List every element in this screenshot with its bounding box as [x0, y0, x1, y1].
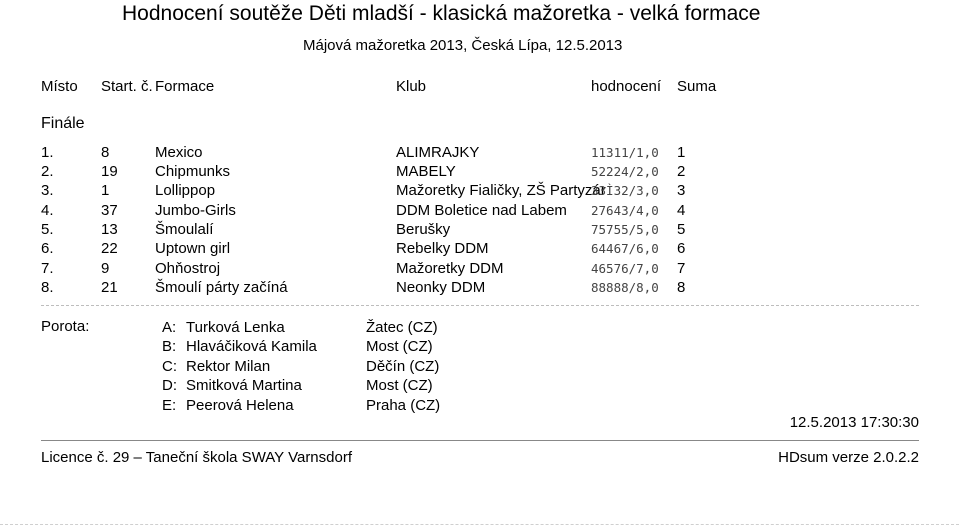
- row-klub: DDM Boletice nad Labem: [396, 202, 567, 219]
- software-version: HDsum verze 2.0.2.2: [778, 449, 919, 466]
- page-edge-divider: [0, 524, 959, 525]
- jury-member: [0, 376, 959, 396]
- header-suma: Suma: [677, 78, 717, 95]
- row-suma: 5: [677, 221, 686, 238]
- judge-name: Peerová Helena: [186, 397, 294, 414]
- row-position: 8.: [41, 279, 54, 296]
- row-klub: ALIMRAJKY: [396, 144, 480, 161]
- table-row: [0, 278, 959, 298]
- print-timestamp: 12.5.2013 17:30:30: [789, 414, 919, 431]
- row-klub: Mažoretky DDM: [396, 260, 504, 277]
- row-start-number: 13: [101, 221, 118, 238]
- judge-letter: D:: [162, 377, 177, 394]
- row-position: 5.: [41, 221, 54, 238]
- judge-city: Most (CZ): [366, 338, 433, 355]
- table-row: [0, 239, 959, 259]
- row-formace: Šmoulalí: [155, 221, 214, 238]
- header-klub: Klub: [396, 78, 427, 95]
- row-suma: 1: [677, 144, 686, 161]
- row-formace: Šmoulí párty začíná: [155, 279, 288, 296]
- header-formace: Formace: [155, 78, 215, 95]
- table-row: [0, 181, 959, 201]
- row-formace: Uptown girl: [155, 240, 231, 257]
- row-klub: Mažoretky Fialičky, ZŠ Partyzár: [396, 182, 606, 199]
- row-hodnoceni: 52224/2,0: [591, 164, 659, 179]
- header-misto: Místo: [41, 78, 78, 95]
- row-start-number: 9: [101, 260, 110, 277]
- row-klub: Rebelky DDM: [396, 240, 489, 257]
- table-row: [0, 143, 959, 163]
- table-row: [0, 162, 959, 182]
- row-position: 7.: [41, 260, 54, 277]
- row-formace: Ohňostroj: [155, 260, 221, 277]
- row-position: 1.: [41, 144, 54, 161]
- jury-member: [0, 318, 959, 338]
- jury-label: Porota:: [41, 318, 90, 335]
- row-formace: Mexico: [155, 144, 203, 161]
- row-klub: MABELY: [396, 163, 456, 180]
- row-hodnoceni: 27643/4,0: [591, 203, 659, 218]
- judge-name: Rektor Milan: [186, 358, 271, 375]
- row-klub: Neonky DDM: [396, 279, 486, 296]
- table-row: [0, 259, 959, 279]
- page-title: Hodnocení soutěže Děti mladší - klasická mažoretka - velká formace: [122, 2, 761, 25]
- row-hodnoceni: 46576/7,0: [591, 261, 659, 276]
- section-divider: [41, 305, 919, 306]
- jury-member: [0, 337, 959, 357]
- judge-city: Žatec (CZ): [366, 319, 438, 336]
- section-title: Finále: [41, 115, 85, 132]
- judge-city: Most (CZ): [366, 377, 433, 394]
- judge-city: Praha (CZ): [366, 397, 441, 414]
- row-position: 4.: [41, 202, 54, 219]
- row-start-number: 22: [101, 240, 118, 257]
- row-suma: 8: [677, 279, 686, 296]
- row-klub: Berušky: [396, 221, 451, 238]
- row-position: 2.: [41, 163, 54, 180]
- header-start-number: Start. č.: [101, 78, 153, 95]
- row-hodnoceni: 11311/1,0: [591, 145, 659, 160]
- row-hodnoceni: 64467/6,0: [591, 241, 659, 256]
- judge-letter: B:: [162, 338, 177, 355]
- row-formace: Chipmunks: [155, 163, 231, 180]
- row-formace: Lollippop: [155, 182, 216, 199]
- row-formace: Jumbo-Girls: [155, 202, 236, 219]
- row-hodnoceni: 75755/5,0: [591, 222, 659, 237]
- licence-text: Licence č. 29 – Taneční škola SWAY Varnsdorf: [41, 449, 353, 466]
- row-suma: 7: [677, 260, 686, 277]
- row-start-number: 8: [101, 144, 110, 161]
- event-subtitle: Májová mažoretka 2013, Česká Lípa, 12.5.2013: [303, 37, 623, 54]
- row-suma: 3: [677, 182, 686, 199]
- jury-member: [0, 396, 959, 416]
- judge-name: Turková Lenka: [186, 319, 285, 336]
- row-start-number: 21: [101, 279, 118, 296]
- row-hodnoceni: 88888/8,0: [591, 280, 659, 295]
- jury-member: [0, 357, 959, 377]
- judge-name: Hlaváčiková Kamila: [186, 338, 317, 355]
- judge-city: Děčín (CZ): [366, 358, 440, 375]
- row-start-number: 1: [101, 182, 110, 199]
- row-start-number: 19: [101, 163, 118, 180]
- row-position: 6.: [41, 240, 54, 257]
- judge-name: Smitková Martina: [186, 377, 302, 394]
- row-position: 3.: [41, 182, 54, 199]
- header-hodnoceni: hodnocení: [591, 78, 662, 95]
- table-row: [0, 201, 959, 221]
- row-suma: 2: [677, 163, 686, 180]
- judge-letter: A:: [162, 319, 177, 336]
- row-start-number: 37: [101, 202, 118, 219]
- table-row: [0, 220, 959, 240]
- footer-divider: [41, 440, 919, 441]
- row-suma: 4: [677, 202, 686, 219]
- row-suma: 6: [677, 240, 686, 257]
- judge-letter: E:: [162, 397, 177, 414]
- row-hodnoceni: 33Ì32/3,0: [591, 183, 659, 198]
- judge-letter: C:: [162, 358, 177, 375]
